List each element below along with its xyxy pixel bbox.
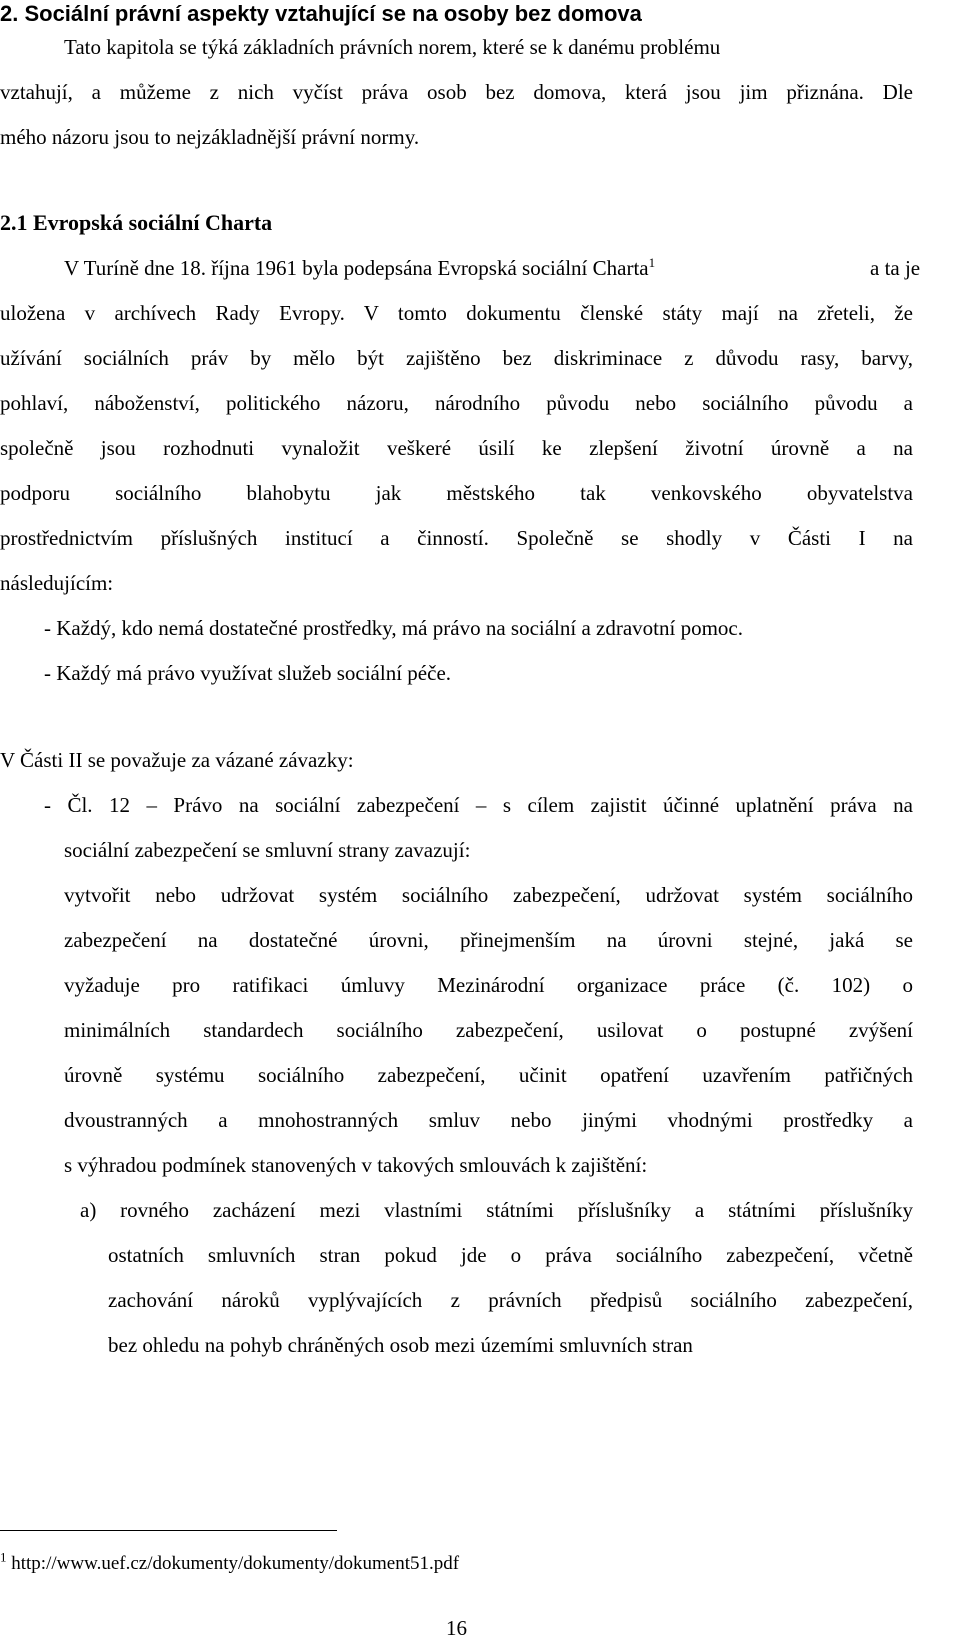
body-line-3: užívání sociálních práv by mělo být zajištěno bez diskriminace z důvodu rasy, barvy, (0, 346, 913, 370)
body-line-1-text: V Turíně dne 18. října 1961 byla podepsána Evropská sociální Charta (64, 256, 649, 280)
section-heading: 2.1 Evropská sociální Charta (0, 210, 273, 235)
body-line-1-end: a ta je (870, 256, 921, 280)
chapter-heading: 2. Sociální právní aspekty vztahující se na osoby bez domova (0, 1, 642, 26)
article12-line-8: dvoustranných a mnohostranných smluv nebo jinými vhodnými prostředky a (64, 1108, 913, 1132)
article12-line-7: úrovně systému sociálního zabezpečení, učinit opatření uzavřením patřičných (64, 1063, 913, 1087)
footnote-marker: 1 (0, 1549, 7, 1565)
body-line-4: pohlaví, náboženství, politického názoru, národního původu nebo sociálního původu a (0, 391, 913, 415)
body-line-7: prostřednictvím příslušných institucí a činností. Společně se shodly v Části I na (0, 526, 913, 550)
part2-intro: V Části II se považuje za vázané závazky: (0, 748, 354, 772)
article12-line-6: minimálních standardech sociálního zabezpečení, usilovat o postupné zvýšení (64, 1018, 913, 1042)
body-line-2: uložena v archívech Rady Evropy. V tomto dokumentu členské státy mají na zřeteli, že (0, 301, 913, 325)
intro-line-1: Tato kapitola se týká základních právních norem, které se k danému problému (64, 35, 721, 59)
article12-line-2: sociální zabezpečení se smluvní strany zavazují: (64, 838, 471, 862)
footnote-separator (0, 1530, 337, 1531)
article12-line-1: - Čl. 12 – Právo na sociální zabezpečení – s cílem zajistit účinné uplatnění práva na (44, 793, 913, 817)
item-a-line-1: a) rovného zacházení mezi vlastními státními příslušníky a státními příslušníky (80, 1198, 913, 1222)
article12-line-5: vyžaduje pro ratifikaci úmluvy Mezinárodní organizace práce (č. 102) o (64, 973, 913, 997)
intro-line-3: mého názoru jsou to nejzákladnější právní normy. (0, 125, 420, 149)
item-a-line-2: ostatních smluvních stran pokud jde o práva sociálního zabezpečení, včetně (108, 1243, 913, 1267)
intro-line-2: vztahují, a můžeme z nich vyčíst práva osob bez domova, která jsou jim přiznána. Dle (0, 80, 913, 104)
article12-line-9: s výhradou podmínek stanovených v takových smlouvách k zajištění: (64, 1153, 648, 1177)
footnote-link[interactable]: http://www.uef.cz/dokumenty/dokumenty/dokument51.pdf (11, 1553, 460, 1574)
page-number: 16 (446, 1616, 467, 1640)
body-line-6: podporu sociálního blahobytu jak městského tak venkovského obyvatelstva (0, 481, 913, 505)
body-line-5: společně jsou rozhodnuti vynaložit veškeré úsilí ke zlepšení životní úrovně a na (0, 436, 913, 460)
article12-line-3: vytvořit nebo udržovat systém sociálního zabezpečení, udržovat systém sociálního (64, 883, 913, 907)
article12-line-4: zabezpečení na dostatečné úrovni, přinejmenším na úrovni stejné, jaká se (64, 928, 913, 952)
footnote-reference: 1 (648, 255, 656, 270)
item-a-line-3: zachování nároků vyplývajících z právních předpisů sociálního zabezpečení, (108, 1288, 913, 1312)
item-a-line-4: bez ohledu na pohyb chráněných osob mezi územími smluvních stran (108, 1333, 693, 1357)
part1-item-2: - Každý má právo využívat služeb sociální péče. (44, 661, 452, 685)
footnote (0, 1549, 460, 1576)
body-line-1 (64, 256, 655, 280)
body-line-8: následujícím: (0, 571, 114, 595)
part1-item-1: - Každý, kdo nemá dostatečné prostředky, má právo na sociální a zdravotní pomoc. (44, 616, 743, 640)
